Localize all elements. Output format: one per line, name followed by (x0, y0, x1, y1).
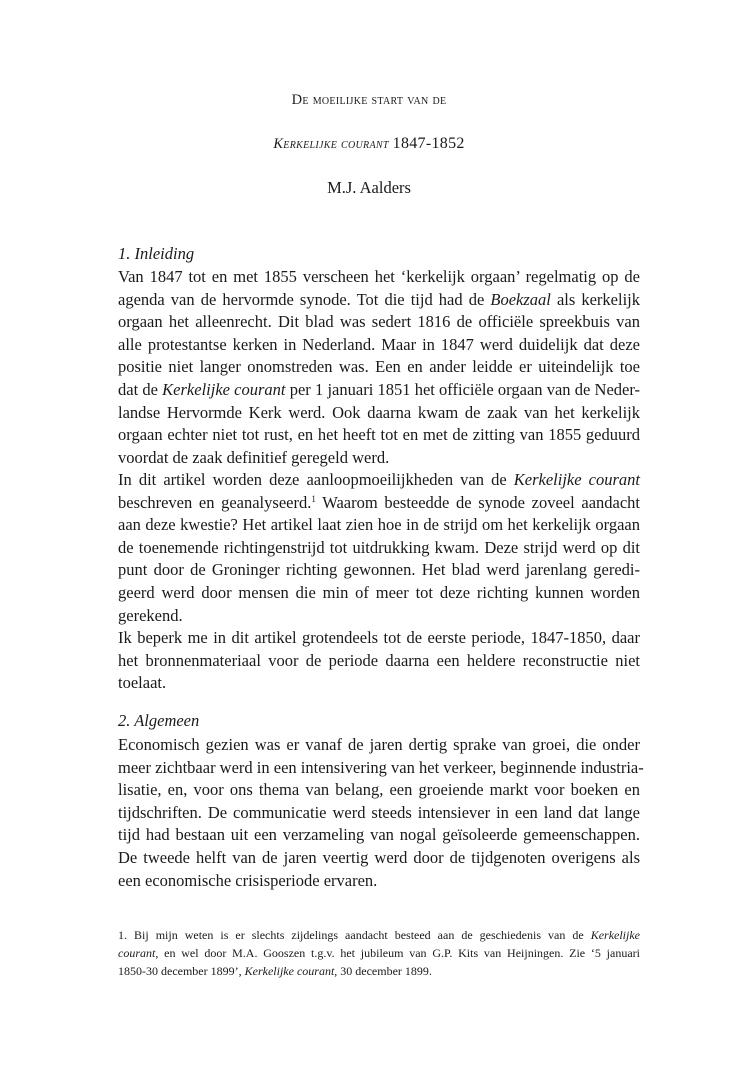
paragraph-inleiding-3 (118, 627, 640, 695)
text-line: alle protestantse kerken in Nederland. Maar in 1847 werd duidelijk dat deze (118, 334, 640, 354)
title-years: 1847-1852 (392, 135, 465, 152)
text-line: het bronnenmateriaal voor de periode daarna een heldere reconstructie niet (118, 650, 640, 670)
section-heading-inleiding: 1. Inleiding (118, 244, 195, 263)
text-line: geerd werd door mensen die min of meer tot deze richting kunnen worden (118, 582, 640, 602)
footnote-line: 1850-30 december 1899’, Kerkelijke courant, 30 december 1899. (118, 964, 432, 978)
footnote-line: courant, en wel door M.A. Gooszen t.g.v. het jubileum van G.P. Kits van Heijningen. Zie ‘5 januari (118, 946, 640, 960)
section-heading-algemeen: 2. Algemeen (118, 711, 200, 730)
article-title-line-1: De moeilijke start van de (291, 92, 447, 108)
text-line: de toenemende richtingenstrijd tot uitdrukking kwam. Deze strijd werd op dit (118, 537, 640, 557)
paragraph-algemeen-1 (118, 734, 644, 892)
footnote-ref: 1 (311, 493, 316, 504)
title-journal-name: Kerkelijke courant (273, 136, 389, 152)
text-line: tijd had bestaan uit een verzameling van nogal geïsoleerde gemeenschappen. (118, 825, 640, 845)
text-line: Van 1847 tot en met 1855 verscheen het ‘kerkelijk orgaan’ regelmatig op de (118, 267, 640, 286)
text-line: lisatie, en, voor ons thema van belang, een groeiende markt voor boeken en (118, 780, 640, 800)
text-line: tijdschriften. De communicatie werd steeds intensiever in een land dat lange (118, 802, 640, 822)
text-line: Economisch gezien was er vanaf de jaren dertig sprake van groei, die onder (118, 735, 640, 754)
text-line: positie niet langer onomstreden was. Een en ander leidde er uiteindelijk toe (118, 357, 640, 377)
footnote-1 (118, 926, 640, 980)
author-name: M.J. Aalders (327, 178, 411, 197)
text-line: aan deze kwestie? Het artikel laat zien hoe in de strijd om het kerkelijk orgaan (118, 515, 640, 535)
text-line: toelaat. (118, 673, 167, 693)
article-title-line-2 (0, 135, 738, 153)
text-line: orgaan echter niet tot rust, en het heeft tot en met de zitting van 1855 geduurd (118, 425, 640, 445)
footnote-line: 1. Bij mijn weten is er slechts zijdelings aandacht besteed aan de geschiedenis van de Kerkelijke (118, 928, 640, 942)
text-line: een economische crisisperiode ervaren. (118, 870, 378, 890)
text-line: Ik beperk me in dit artikel grotendeels tot de eerste periode, 1847-1850, daar (118, 628, 640, 647)
text-line: voordat de zaak definitief geregeld werd. (118, 447, 390, 467)
text-line: punt door de Groninger richting gewonnen. Het blad werd jarenlang geredi- (118, 560, 640, 580)
text-line: landse Hervormde Kerk werd. Ook daarna kwam de zaak van het kerkelijk (118, 402, 640, 422)
paragraph-inleiding-1 (118, 266, 640, 469)
text-line: agenda van de hervormde synode. Tot die tijd had de Boekzaal als kerkelijk (118, 289, 640, 309)
text-line: In dit artikel worden deze aanloopmoeilijkheden van de Kerkelijke courant (118, 470, 640, 489)
text-line: meer zichtbaar werd in een intensivering van het verkeer, beginnende industria- (118, 757, 644, 777)
text-line: orgaan het alleenrecht. Dit blad was sedert 1816 de officiële spreekbuis van (118, 312, 640, 332)
paragraph-inleiding-2 (118, 469, 640, 627)
text-line: De tweede helft van de jaren veertig werd door de tijdgenoten overigens als (118, 847, 640, 867)
text-line: gerekend. (118, 605, 183, 625)
text-line: dat de Kerkelijke courant per 1 januari 1851 het officiële orgaan van de Neder- (118, 379, 641, 399)
text-line: beschreven en geanalyseerd.$^1$ Waarom besteedde de synode zoveel aandacht (118, 492, 640, 512)
